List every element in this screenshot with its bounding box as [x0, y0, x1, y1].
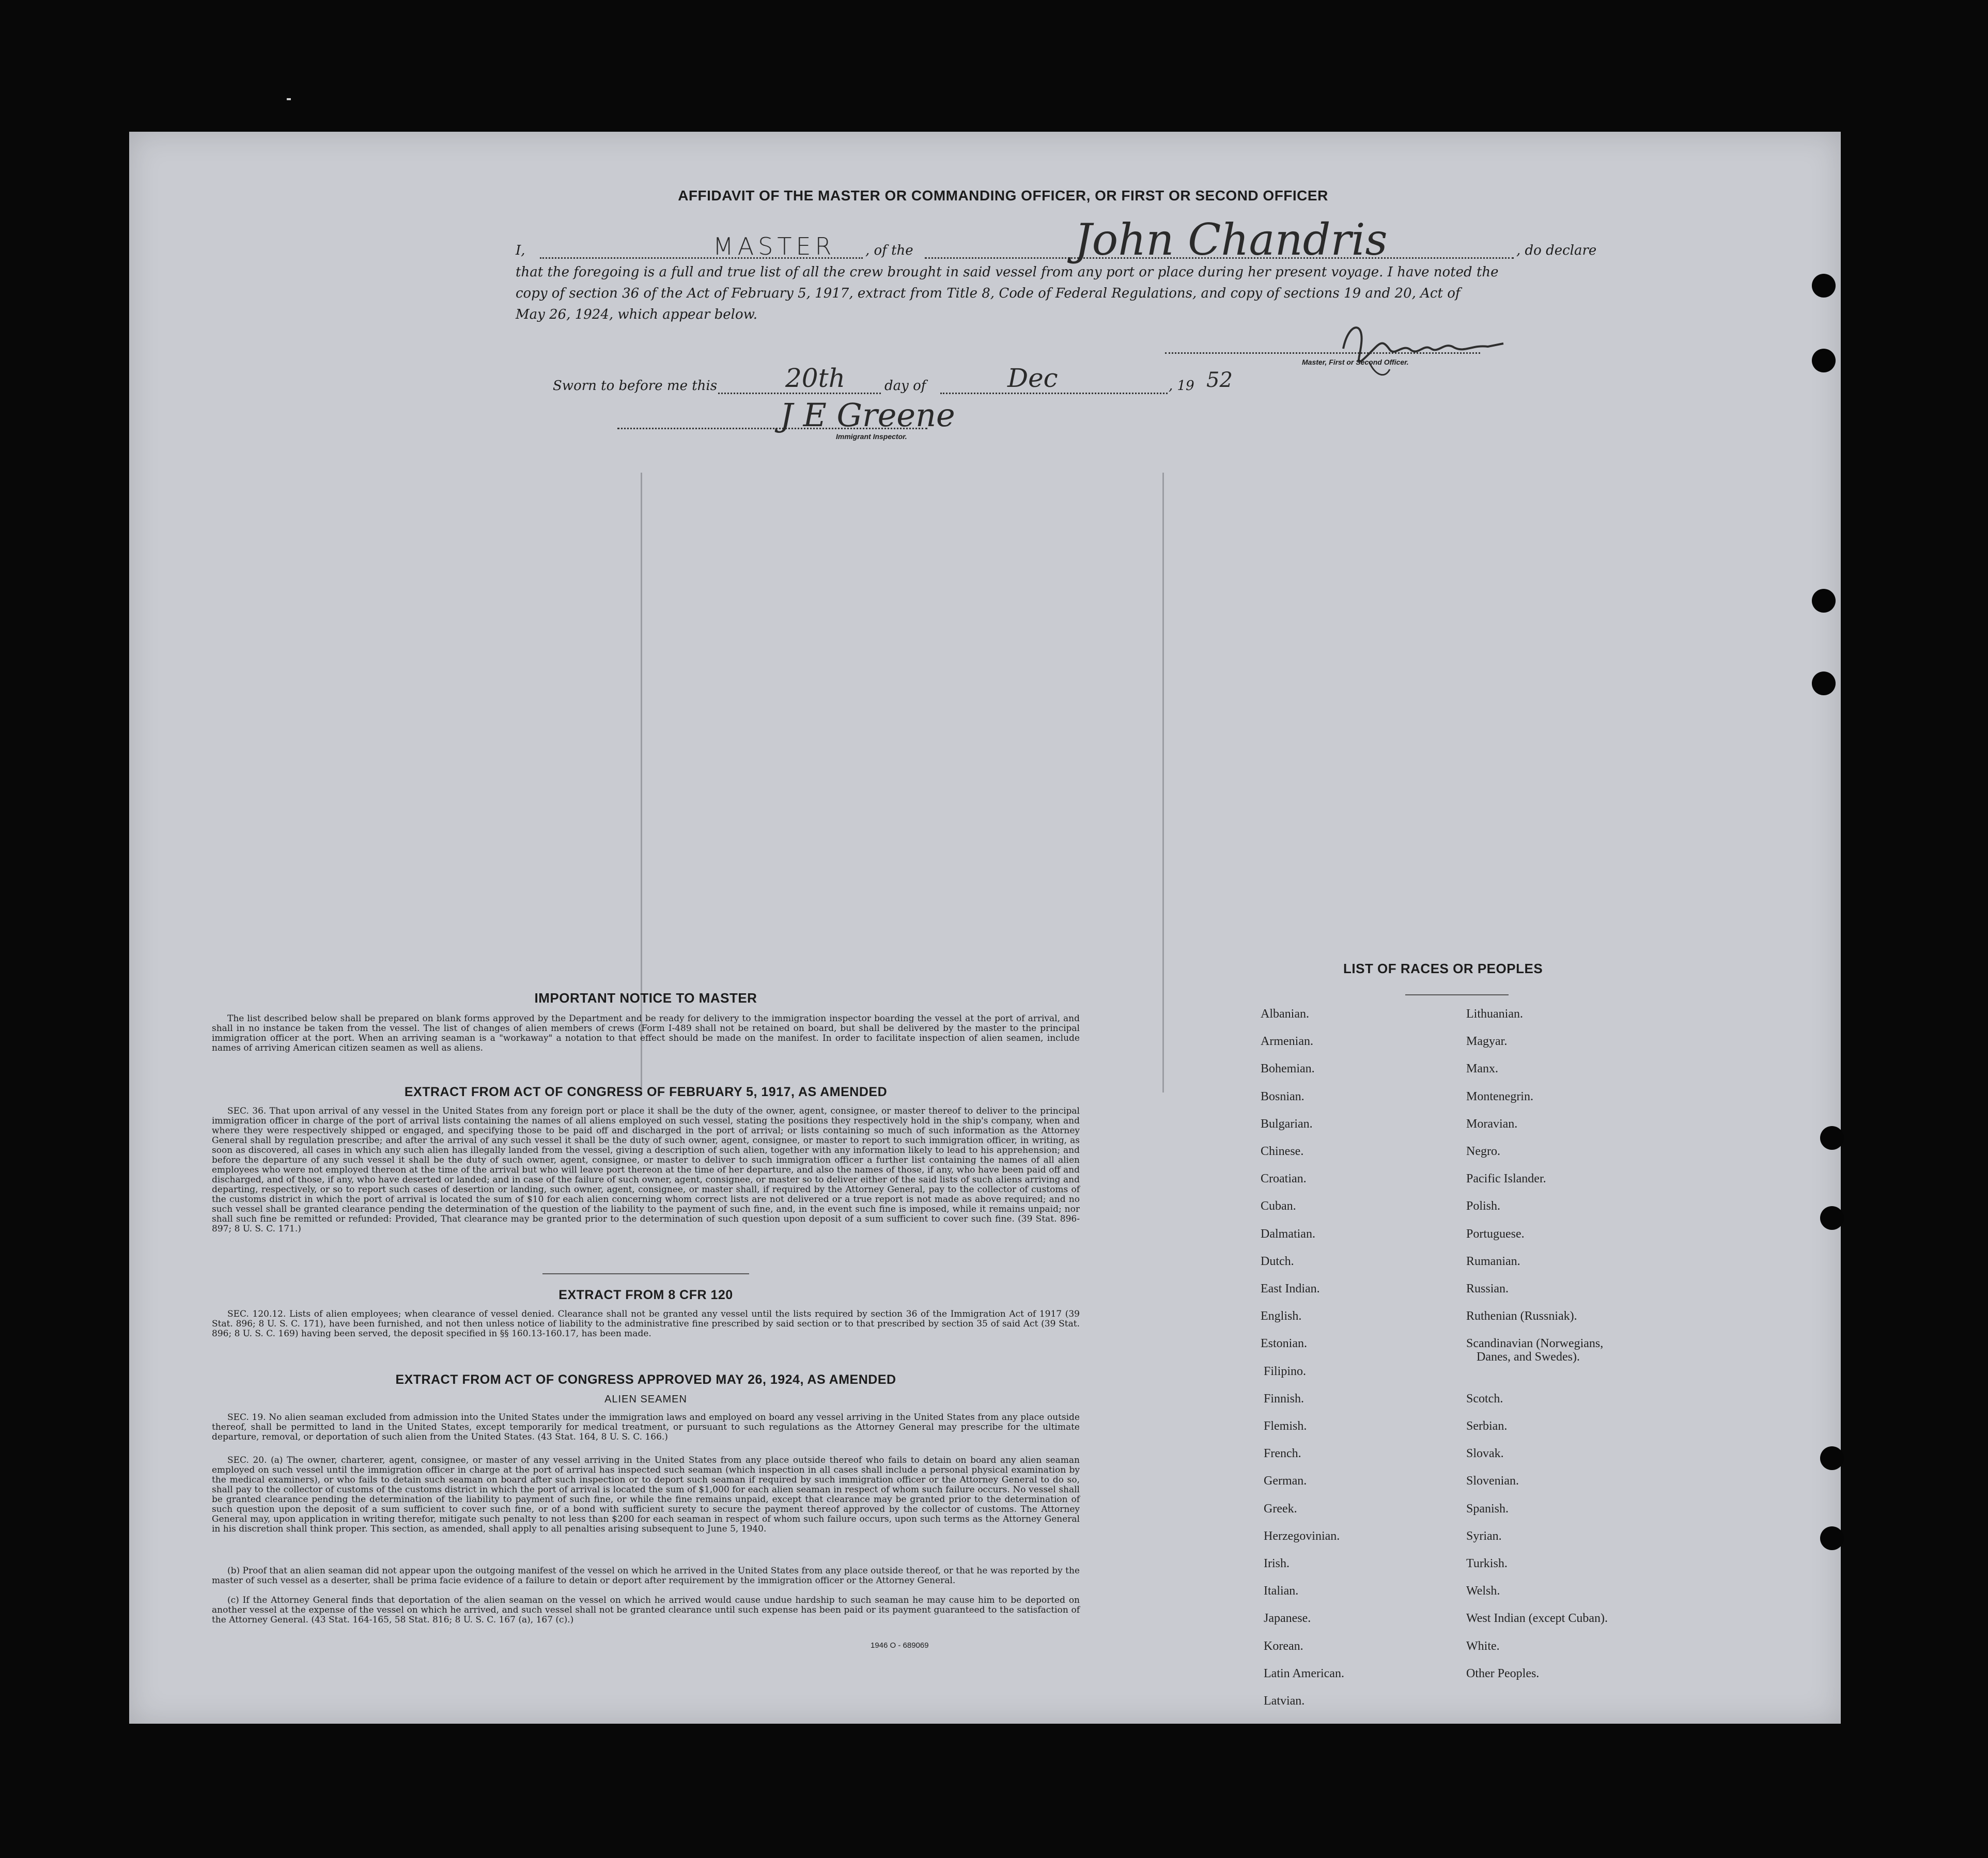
extract-1924-sec20c: (c) If the Attorney General finds that deportation of the alien seaman on the vessel on which he arrived would cause undue hardship to such seaman he may cause him to be deported on another vessel at the expense of the vessel on which he arrived, and such vessel shall not be granted clearance until such expense has been paid or its payment guaranteed to the satisfaction of the Attorney General. (43 Stat. 164-165, 58 Stat. 816; 8 U. S. C. 167 (a), 167 (c).) [212, 1595, 1080, 1625]
race-item: Polish. [1466, 1199, 1501, 1213]
race-item: English. [1261, 1309, 1302, 1323]
extract-1924-sec20a: SEC. 20. (a) The owner, charterer, agent, consignee, or master of any vessel arriving in the United States from any place outside thereof who fails to detain on board any alien seaman employed on such vessel until the immigration officer in charge at the port of arrival has inspected such seaman (which inspection in all cases shall include a personal physical examination by the medical examiners), or who fails to detain such seaman on board after such inspection or to deport such seaman if required by such immigration officer or the Attorney General to do so, shall pay to the collector of customs of the customs district in which the port of arrival is located the sum of $1,000 for each alien seaman in respect of whom such failure occurs. No vessel shall be granted clearance pending the determination of the liability to payment of such fine, or while the fine remains unpaid, except that clearance may be granted prior to the determination of such question upon the deposit of a sum sufficient to cover such fine, or of a bond with sufficient surety to secure the payment thereof approved by the collector of customs. The Attorney General may, upon application in writing therefor, mitigate such penalty to not less than $200 for each seaman in respect of whom such failure occurs, upon such terms as the Attorney General in his discretion shall think proper. This section, as amended, shall apply to all penalties arising subsequent to June 5, 1940. [212, 1455, 1080, 1534]
race-item: Serbian. [1466, 1419, 1508, 1433]
race-item: Danes, and Swedes). [1477, 1350, 1580, 1364]
inspector-signature: J E Greene [780, 396, 955, 434]
print-code: 1946 O - 689069 [871, 1641, 929, 1650]
race-item: Spanish. [1466, 1502, 1509, 1516]
inspector-caption: Immigrant Inspector. [836, 432, 907, 441]
race-item: Magyar. [1466, 1035, 1508, 1049]
affidavit-body-line-3: May 26, 1924, which appear below. [516, 307, 758, 322]
race-item: Bohemian. [1261, 1062, 1315, 1076]
race-item: Pacific Islander. [1466, 1172, 1546, 1186]
sworn-month-handwritten: Dec [1007, 363, 1058, 393]
race-item: Dutch. [1261, 1254, 1294, 1268]
race-item: Filipino. [1264, 1364, 1307, 1378]
race-item: French. [1264, 1447, 1301, 1461]
race-item: Turkish. [1466, 1557, 1508, 1570]
race-item: Other Peoples. [1466, 1666, 1540, 1680]
race-item: Rumanian. [1466, 1254, 1520, 1268]
race-item: Negro. [1466, 1145, 1500, 1158]
race-item: Italian. [1264, 1584, 1299, 1598]
section-divider [542, 1273, 749, 1274]
punch-hole [1820, 1526, 1844, 1550]
race-item: Scandinavian (Norwegians, [1466, 1337, 1604, 1351]
race-item: Herzegovinian. [1264, 1529, 1340, 1543]
race-item: Chinese. [1261, 1145, 1304, 1158]
form-page [129, 132, 1841, 1724]
punch-hole [1820, 1446, 1844, 1470]
extract-1924-sec19: SEC. 19. No alien seaman excluded from admission into the United States under the immigration laws and employed on board any vessel arriving in the United States from any place outside thereof, shall be permitted to land in the United States, except temporarily for medical treatment, or pursuant to such regulations as the Attorney General may prescribe for the ultimate departure, removal, or deportation of such alien from the United States. (43 Stat. 164, 8 U. S. C. 166.) [212, 1412, 1080, 1442]
race-item: Irish. [1264, 1557, 1290, 1570]
dust-speck [287, 98, 291, 100]
punch-hole [1812, 589, 1836, 613]
race-item: Syrian. [1466, 1529, 1502, 1543]
race-item: Ruthenian (Russniak). [1466, 1309, 1577, 1323]
race-item: Albanian. [1261, 1007, 1309, 1021]
race-item: Latin American. [1264, 1666, 1344, 1680]
race-item: Japanese. [1264, 1612, 1311, 1626]
bleed-through-line [1162, 473, 1164, 1092]
extract-cfr-text: SEC. 120.12. Lists of alien employees; when clearance of vessel denied. Clearance shall not be granted any vessel until the lists required by section 36 of the Immigration Act of 1917 (39 Stat. 896; 8 U. S. C. 171), have been furnished, and not then unless notice of liability to the administrative fine prescribed by said section or to that prescribed by section 35 of said Act (39 Stat. 896; 8 U. S. C. 169) having been served, the deposit specified in §§ 160.13-160.17, has been made. [212, 1309, 1080, 1339]
race-item: Portuguese. [1466, 1227, 1525, 1241]
races-title: LIST OF RACES OR PEOPLES [1343, 961, 1543, 976]
officer-rank-handwritten: MASTER [713, 232, 836, 260]
race-item: Croatian. [1261, 1172, 1307, 1186]
of-the-label: , of the [865, 243, 913, 258]
extract-cfr-title: EXTRACT FROM 8 CFR 120 [558, 1288, 733, 1302]
races-title-rule [1405, 994, 1509, 995]
notice-title: IMPORTANT NOTICE TO MASTER [534, 990, 757, 1006]
race-item: Moravian. [1466, 1117, 1518, 1131]
extract-1917-text: SEC. 36. That upon arrival of any vessel in the United States from any foreign port or place it shall be the duty of the owner, agent, consignee, or master thereof to deliver to the principal immigration officer in charge of the port of arrival lists containing the names of all aliens employed on such vessel, stating the positions they respectively hold in the ship's company, when and where they were respectively shipped or engaged, and specifying those to be paid off and discharged in the port of arrival; or lists containing so much of such information as the Attorney General shall by regulation prescribe; and after the arrival of any such vessel it shall be the duty of such owner, agent, consignee, or master to report to such immigration officer, in writing, as soon as discovered, all cases in which any such alien has illegally landed from the vessel, giving a description of such alien, together with any information likely to lead to his apprehension; and before the departure of any such vessel it shall be the duty of such owner, agent, consignee, or master to deliver to such immigration officer a further list containing the names of all alien employees who were not employed thereon at the time of the arrival but who will leave port thereon at the time of her departure, and also the names of those, if any, who have been paid off and discharged, and of those, if any, who have deserted or landed; and in case of the failure of such owner, agent, consignee, or master so to deliver either of the said lists of such aliens arriving and departing, respectively, or so to report such cases of desertion or landing, such owner, agent, consignee, or master shall, if required by the Attorney General, pay to the collector of customs of the customs district in which the port of arrival is located the sum of $10 for each alien concerning whom correct lists are not delivered or a true report is not made as above required; and no such vessel shall be granted clearance pending the determination of the question of the liability to the payment of such fine, and, in the event such fine is imposed, while it remains unpaid; nor shall such fine be remitted or refunded: Provided, That clearance may be granted prior to the determination of such question upon deposit of a sum sufficient to cover such fine. (39 Stat. 896-897; 8 U. S. C. 171.) [212, 1106, 1080, 1234]
affidavit-body-line-1: that the foregoing is a full and true list of all the crew brought in said vessel from any port or place during her present voyage. I have noted the [516, 264, 1499, 280]
punch-hole [1812, 274, 1836, 298]
extract-1924-title: EXTRACT FROM ACT OF CONGRESS APPROVED MAY 26, 1924, AS AMENDED [395, 1372, 896, 1387]
race-item: Latvian. [1264, 1694, 1305, 1708]
master-signature-caption: Master, First or Second Officer. [1302, 358, 1409, 366]
race-item: Slovenian. [1466, 1474, 1519, 1488]
race-item: Montenegrin. [1466, 1089, 1533, 1103]
extract-1924-sec20b: (b) Proof that an alien seaman did not appear upon the outgoing manifest of the vessel on which he arrived in the United States from any place outside thereof, or that he was reported by the master of such vessel as a deserter, shall be prima facie evidence of a failure to detain or deport after requirement by the immigration officer or the Attorney General. [212, 1566, 1080, 1586]
year-prefix-label: , 19 [1169, 378, 1194, 394]
race-item: Finnish. [1264, 1392, 1304, 1406]
race-item: Estonian. [1261, 1337, 1307, 1351]
sworn-year-handwritten: 52 [1206, 368, 1233, 392]
race-item: Greek. [1264, 1502, 1297, 1516]
race-item: Manx. [1466, 1062, 1498, 1076]
race-item: Armenian. [1261, 1035, 1313, 1049]
race-item: Lithuanian. [1466, 1007, 1523, 1021]
punch-hole [1812, 672, 1836, 695]
race-item: Dalmatian. [1261, 1227, 1315, 1241]
race-item: Bulgarian. [1261, 1117, 1313, 1131]
race-item: Welsh. [1466, 1584, 1500, 1598]
race-item: German. [1264, 1474, 1307, 1488]
vessel-name-handwritten: John Chandris [1075, 214, 1388, 265]
race-item: White. [1466, 1639, 1500, 1653]
master-signature [1333, 313, 1519, 385]
sworn-day-handwritten: 20th [785, 363, 845, 393]
affidavit-title: AFFIDAVIT OF THE MASTER OR COMMANDING OFFICER, OR FIRST OR SECOND OFFICER [678, 188, 1328, 204]
sworn-label: Sworn to before me this [553, 378, 718, 394]
race-item: Korean. [1264, 1639, 1303, 1653]
punch-hole [1820, 1126, 1844, 1150]
race-item: West Indian (except Cuban). [1466, 1612, 1608, 1626]
notice-text: The list described below shall be prepared on blank forms approved by the Department and be ready for delivery to the immigration inspector boarding the vessel at the port of arrival, and shall in no instance be taken from the vessel. The list of changes of alien members of crews (Form I-489 shall not be retained on board, but shall be delivered by the master to the principal immigration officer at the port. When an arriving seaman is a "workaway" a notation to that effect should be made on the manifest. In order to facilitate inspection of alien seamen, include names of arriving American citizen seamen as well as aliens. [212, 1013, 1080, 1053]
race-item: Cuban. [1261, 1199, 1296, 1213]
extract-1924-subtitle: ALIEN SEAMEN [604, 1394, 687, 1405]
extract-1917-title: EXTRACT FROM ACT OF CONGRESS OF FEBRUARY 5, 1917, AS AMENDED [404, 1085, 888, 1099]
race-item: Slovak. [1466, 1447, 1504, 1461]
race-item: Flemish. [1264, 1419, 1307, 1433]
day-of-label: day of [884, 378, 926, 394]
affidavit-body-line-2: copy of section 36 of the Act of February 5, 1917, extract from Title 8, Code of Federal Regulations, and copy of sections 19 and 20, Act of [516, 286, 1461, 301]
race-item: Scotch. [1466, 1392, 1503, 1406]
race-item: East Indian. [1261, 1282, 1320, 1295]
punch-hole [1820, 1206, 1844, 1230]
race-item: Bosnian. [1261, 1089, 1304, 1103]
affidavit-i-label: I, [516, 243, 525, 258]
punch-hole [1812, 349, 1836, 372]
do-declare-label: , do declare [1516, 243, 1597, 258]
race-item: Russian. [1466, 1282, 1509, 1295]
